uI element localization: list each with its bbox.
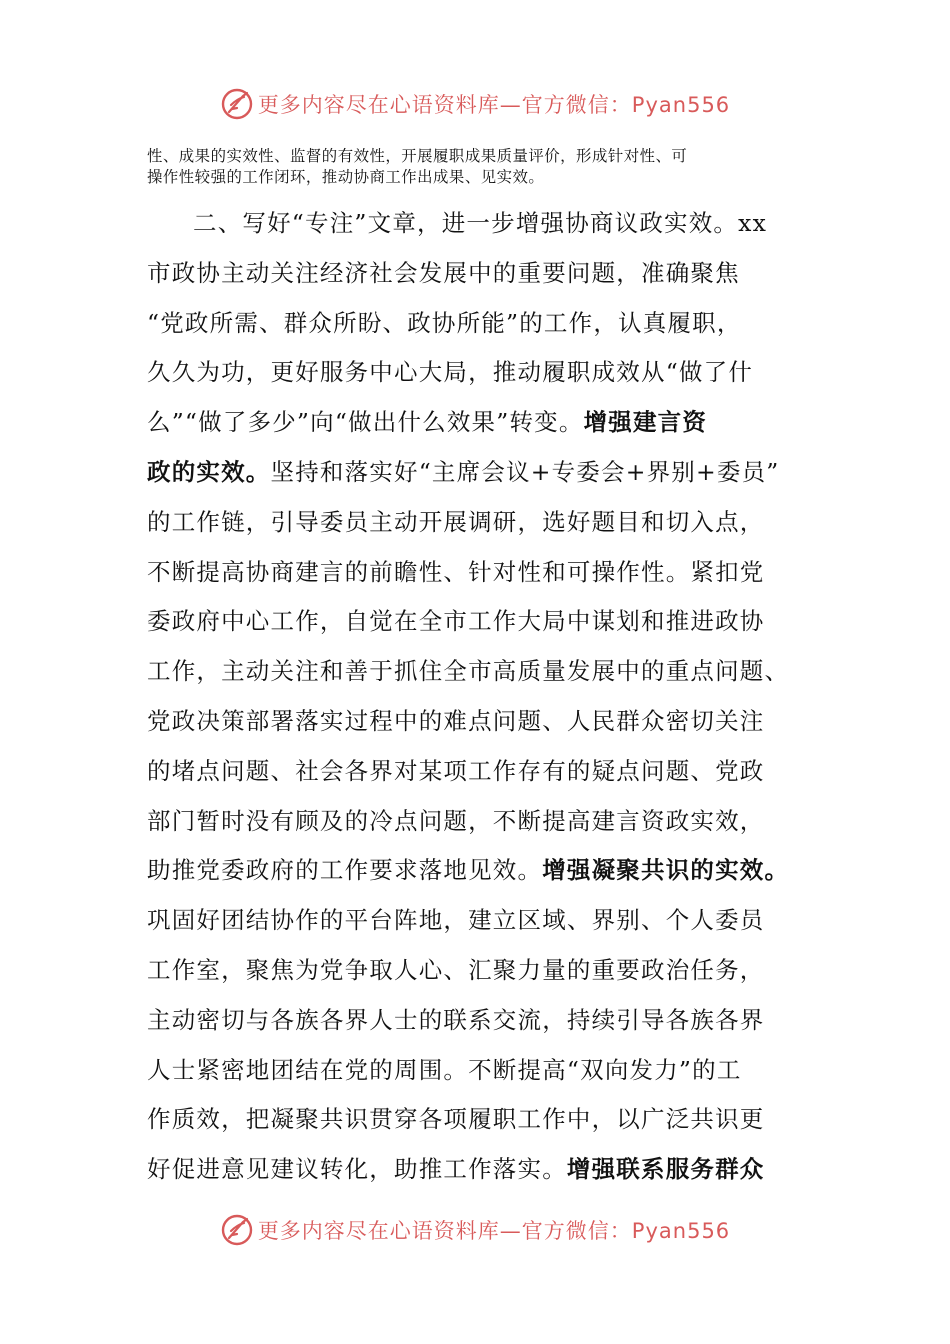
- text-line: 市政协主动关注经济社会发展中的重要问题，准确聚焦: [147, 258, 740, 287]
- main-paragraph: [147, 199, 817, 1195]
- text-line: [147, 1145, 817, 1195]
- header-watermark-banner: [0, 84, 950, 124]
- text-line: 巩固好团结协作的平台阵地，建立区域、界别、个人委员: [147, 906, 765, 935]
- text-line: “党政所需、群众所盼、政协所能”的工作，认真履职，: [147, 308, 742, 337]
- text-span: 坚持和落实好“主席会议+专委会+界别+委员”: [270, 457, 780, 486]
- text-line: 久久为功，更好服务中心大局，推动履职成效从“做了什: [147, 358, 754, 387]
- text-line: 人士紧密地团结在党的周围。不断提高“双向发力”的工: [147, 1055, 742, 1084]
- text-line: 作质效，把凝聚共识贯穿各项履职工作中，以广泛共识更: [147, 1105, 765, 1134]
- text-line: 不断提高协商建言的前瞻性、针对性和可操作性。紧扣党: [147, 557, 765, 586]
- text-span: 么”“做了多少”向“做出什么效果”转变。: [147, 408, 584, 437]
- text-line: 工作室，聚焦为党争取人心、汇聚力量的重要政治任务，: [147, 955, 765, 984]
- text-line: 操作性较强的工作闭环，推动协商工作出成果、见实效。: [147, 168, 545, 186]
- text-line: 部门暂时没有顾及的冷点问题，不断提高建言资政实效，: [147, 806, 765, 835]
- bold-heading-span: 政的实效。: [147, 457, 271, 486]
- footer-watermark-text: 更多内容尽在心语资料库—官方微信：Pyan556: [257, 1219, 731, 1243]
- text-line: 党政决策部署落实过程中的难点问题、人民群众密切关注: [147, 706, 765, 735]
- text-line: 二、写好“专注”文章，进一步增强协商议政实效。xx: [193, 209, 768, 237]
- quill-seal-icon: [220, 1213, 254, 1247]
- text-span: 助推党委政府的工作要求落地见效。: [147, 856, 543, 885]
- text-line: [147, 448, 817, 498]
- text-line: [147, 846, 817, 896]
- bold-heading-span: 增强联系服务群众: [566, 1155, 765, 1184]
- footer-watermark-banner: [0, 1210, 950, 1250]
- quill-seal-icon: [220, 87, 254, 121]
- text-line: 的工作链，引导委员主动开展调研，选好题目和切入点，: [147, 507, 765, 536]
- bold-heading-span: 增强建言资: [583, 408, 708, 437]
- text-line: 工作，主动关注和善于抓住全市高质量发展中的重点问题、: [147, 657, 790, 686]
- text-line: 的堵点问题、社会各界对某项工作存有的疑点问题、党政: [147, 756, 765, 785]
- bold-heading-span: 增强凝聚共识的实效。: [542, 856, 790, 885]
- text-line: [147, 398, 817, 448]
- continued-paragraph: [147, 146, 807, 188]
- text-line: 主动密切与各族各界人士的联系交流，持续引导各族各界: [147, 1005, 765, 1034]
- text-line: 委政府中心工作，自觉在全市工作大局中谋划和推进政协: [147, 607, 765, 636]
- text-span: 好促进意见建议转化，助推工作落实。: [147, 1155, 567, 1184]
- header-watermark-text: 更多内容尽在心语资料库—官方微信：Pyan556: [257, 93, 731, 117]
- text-line: 性、成果的实效性、监督的有效性，开展履职成果质量评价，形成针对性、可: [147, 147, 688, 165]
